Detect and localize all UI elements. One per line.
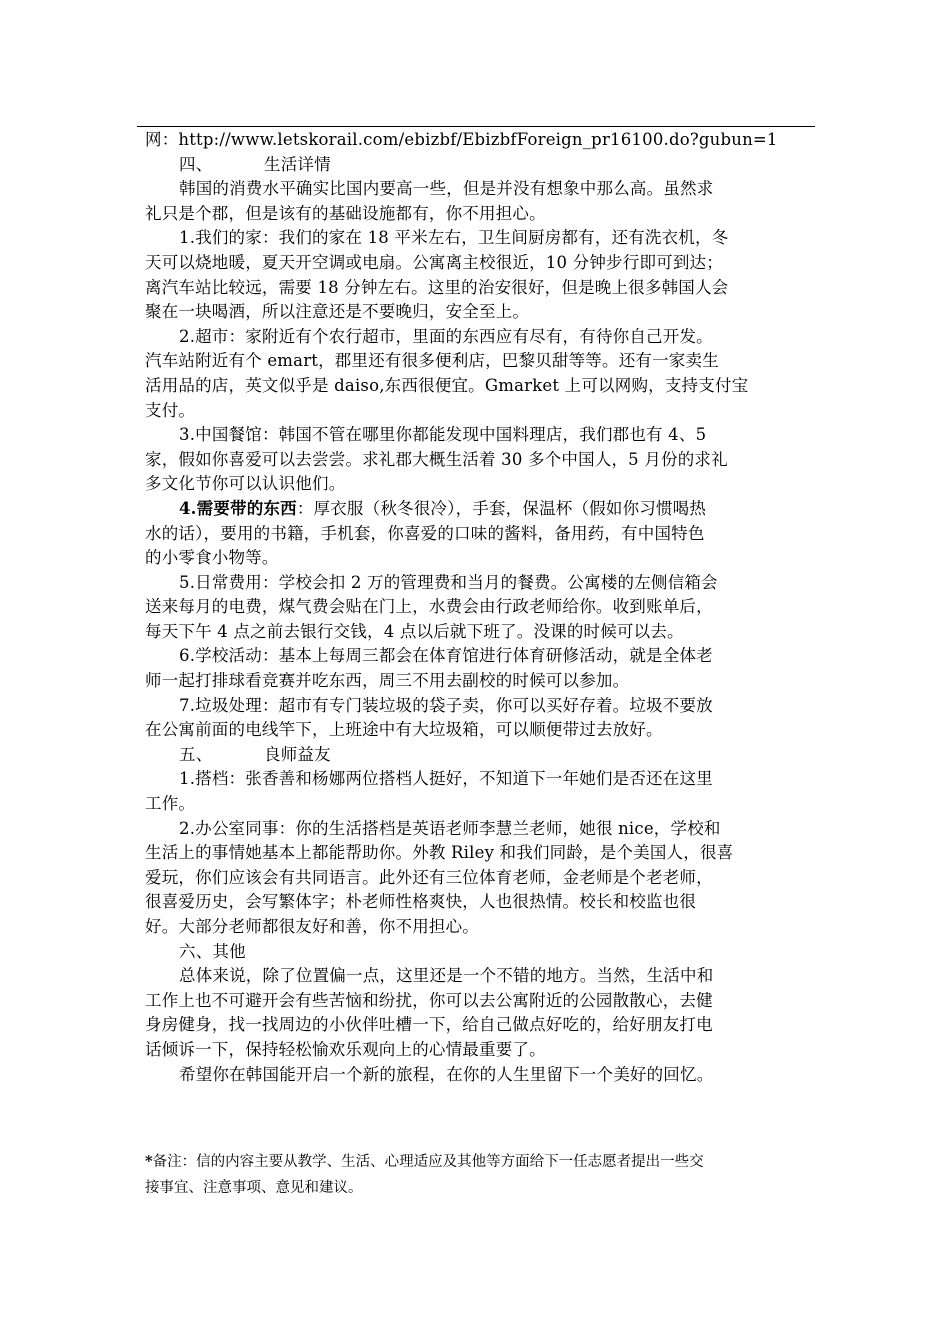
section-4-intro-line: 礼只是个郡，但是该有的基础设施都有，你不用担心。 <box>145 203 546 223</box>
item-colleagues-line: 好。大部分老师都很友好和善，你不用担心。 <box>145 917 479 936</box>
item-garbage-line: 7.垃圾处理：超市有专门装垃圾的袋子卖，你可以买好存着。垃圾不要放 <box>179 695 713 715</box>
section-4-intro-line: 韩国的消费水平确实比国内要高一些，但是并没有想象中那么高。虽然求 <box>179 179 714 199</box>
item-things-to-bring-line <box>145 497 810 522</box>
section-4-heading <box>145 153 810 178</box>
closing-paragraph-line: 总体来说，除了位置偏一点，这里还是一个不错的地方。当然，生活中和 <box>179 966 714 986</box>
item-daily-expenses-line: 送来每月的电费，煤气费会贴在门上，水费会由行政老师给你。收到账单后， <box>145 597 713 617</box>
footnote-asterisk: * <box>145 1153 153 1170</box>
item-colleagues-line: 爱玩，你们应该会有共同语言。此外还有三位体育老师，金老师是个老老师， <box>145 867 713 887</box>
footnote-line <box>145 1149 810 1175</box>
item-daily-expenses-line: 每天下午 4 点之前去银行交钱，4 点以后就下班了。没课的时候可以去。 <box>145 621 684 641</box>
item-things-to-bring-line: 的小零食小物等。 <box>145 548 279 568</box>
section-5-heading <box>145 743 810 768</box>
top-rule <box>137 126 815 127</box>
item-home-line: 离汽车站比较远，需要 18 分钟左右。这里的治安很好，但是晚上很多韩国人会 <box>145 277 729 297</box>
item-things-to-bring-line: 水的话），要用的书籍，手机套，你喜爱的口味的酱料，备用药，有中国特色 <box>145 523 705 543</box>
item-colleagues-line: 2.办公室同事：你的生活搭档是英语老师李慧兰老师，她很 nice，学校和 <box>179 818 721 838</box>
item-restaurant-line: 家，假如你喜爱可以去尝尝。求礼郡大概生活着 30 多个中国人，5 月份的求礼 <box>145 449 728 469</box>
item-restaurant-line: 多文化节你可以认识他们。 <box>145 474 346 494</box>
url-line: 网：http://www.letskorail.com/ebizbf/EbizbfForeign_pr16100.do?gubun=1 <box>145 130 778 149</box>
item-supermarket-line: 汽车站附近有个 emart，郡里还有很多便利店，巴黎贝甜等等。还有一家卖生 <box>145 351 719 371</box>
item-supermarket-line: 支付。 <box>145 400 196 420</box>
item-restaurant-line: 3.中国餐馆：韩国不管在哪里你都能发现中国料理店，我们郡也有 4、5 <box>179 425 707 445</box>
item-school-activities-line: 师一起打排球看竞赛并吃东西，周三不用去副校的时候可以参加。 <box>145 671 630 691</box>
section-4-number: 四、 <box>179 154 213 174</box>
section-5-title: 良师益友 <box>264 744 331 764</box>
item-things-to-bring-text: ：厚衣服（秋冬很冷），手套，保温杯（假如你习惯喝热 <box>296 498 707 518</box>
item-home-line: 天可以烧地暖，夏天开空调或电扇。公寓离主校很近，10 分钟步行即可到达； <box>145 252 723 272</box>
wish-paragraph-line: 希望你在韩国能开启一个新的旅程，在你的人生里留下一个美好的回忆。 <box>179 1064 714 1084</box>
item-garbage-line: 在公寓前面的电线竿下，上班途中有大垃圾箱，可以顺便带过去放好。 <box>145 720 663 740</box>
section-6-heading: 六、其他 <box>179 941 246 961</box>
document-body <box>145 128 810 1087</box>
footnote-line: 接事宜、注意事项、意见和建议。 <box>145 1180 363 1196</box>
item-partner-line: 工作。 <box>145 794 196 814</box>
closing-paragraph-line: 话倾诉一下，保持轻松愉欢乐观向上的心情最重要了。 <box>145 1039 546 1059</box>
section-5-number: 五、 <box>179 744 213 764</box>
item-partner-line: 1.搭档：张香善和杨娜两位搭档人挺好，不知道下一年她们是否还在这里 <box>179 769 713 789</box>
footnote <box>145 1149 810 1201</box>
item-colleagues-line: 生活上的事情她基本上都能帮助你。外教 Riley 和我们同龄，是个美国人，很喜 <box>145 843 734 863</box>
closing-paragraph-line: 身房健身，找一找周边的小伙伴吐槽一下，给自己做点好吃的，给好朋友打电 <box>145 1015 713 1035</box>
closing-paragraph-line: 工作上也不可避开会有些苦恼和纷扰，你可以去公寓附近的公园散散心，去健 <box>145 990 713 1010</box>
item-school-activities-line: 6.学校活动：基本上每周三都会在体育馆进行体育研修活动，就是全体老 <box>179 646 713 666</box>
item-home-line: 聚在一块喝酒，所以注意还是不要晚归，安全至上。 <box>145 302 530 322</box>
item-colleagues-line: 很喜爱历史，会写繁体字；朴老师性格爽快，人也很热情。校长和校监也很 <box>145 892 697 912</box>
item-daily-expenses-line: 5.日常费用：学校会扣 2 万的管理费和当月的餐费。公寓楼的左侧信箱会 <box>179 572 718 592</box>
footnote-text: 备注：信的内容主要从教学、生活、心理适应及其他等方面给下一任志愿者提出一些交 <box>152 1154 704 1170</box>
item-supermarket-line: 活用品的店，英文似乎是 daiso,东西很便宜。Gmarket 上可以网购，支持支付宝 <box>145 375 749 395</box>
item-things-to-bring-label: 4.需要带的东西 <box>179 498 297 518</box>
item-home-line: 1.我们的家：我们的家在 18 平米左右，卫生间厨房都有，还有洗衣机，冬 <box>179 228 729 248</box>
item-supermarket-line: 2.超市：家附近有个农行超市，里面的东西应有尽有，有待你自己开发。 <box>179 326 713 346</box>
section-4-title: 生活详情 <box>264 154 331 174</box>
